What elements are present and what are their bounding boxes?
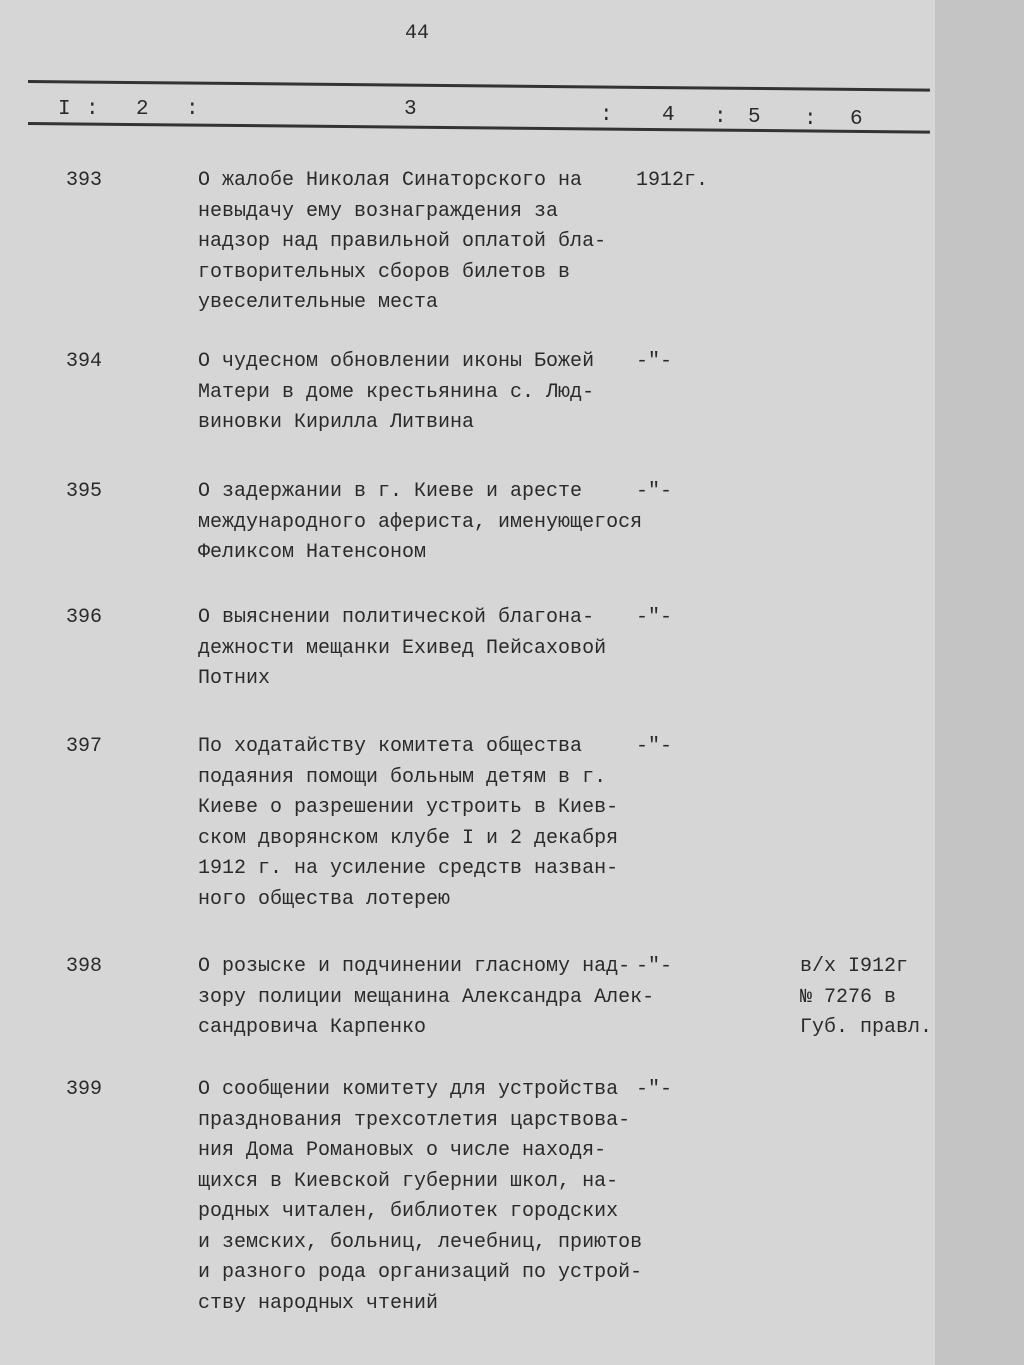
description-line: О розыске и подчинении гласному над-	[198, 955, 631, 978]
description-line: и земских, больниц, лечебниц, приютов	[198, 1230, 643, 1254]
entry-description	[198, 603, 606, 695]
col-2-header: 2	[136, 98, 149, 121]
entry-date: -"-	[636, 606, 673, 629]
description-line: подаяния помощи больным детям в г.	[198, 765, 607, 789]
entry-date: -"-	[636, 1078, 673, 1101]
entry-description	[198, 732, 618, 915]
description-line: О задержании в г. Киеве и аресте	[198, 480, 583, 503]
entry-number: 394	[66, 350, 103, 373]
description-line: ного общества лотерею	[198, 887, 451, 911]
col-6-header: 6	[850, 108, 863, 131]
note-line: в/х I912г	[800, 955, 909, 978]
description-line: 1912 г. на усиление средств назван-	[198, 857, 619, 880]
description-line: и разного рода организаций по устрой-	[198, 1261, 643, 1284]
description-line: виновки Кирилла Литвина	[198, 411, 475, 434]
entry-number: 397	[66, 735, 103, 758]
description-line: международного афериста, именующегося	[198, 510, 643, 534]
entry-date: -"-	[636, 735, 673, 758]
entry-date: 1912г.	[636, 169, 709, 192]
description-line: О выяснении политической благона-	[198, 606, 595, 629]
note-line: № 7276 в	[800, 985, 897, 1009]
note-line: Губ. правл.	[800, 1016, 933, 1039]
page-number: 44	[405, 22, 430, 45]
entry-description	[198, 1075, 642, 1319]
description-line: дежности мещанки Ехивед Пейсаховой	[198, 636, 607, 660]
entry-number: 396	[66, 606, 103, 629]
entry-description	[198, 952, 654, 1044]
description-line: ния Дома Романовых о числе находя-	[198, 1139, 607, 1162]
entry-date: -"-	[636, 480, 673, 503]
description-line: О чудесном обновлении иконы Божей	[198, 350, 595, 373]
entry-number: 398	[66, 955, 103, 978]
page-edge	[935, 0, 1024, 1365]
description-line: щихся в Киевской губернии школ, на-	[198, 1169, 619, 1193]
separator: :	[86, 98, 99, 121]
description-line: сандровича Карпенко	[198, 1016, 427, 1039]
col-3-header: 3	[404, 98, 417, 121]
description-line: Феликсом Натенсоном	[198, 541, 427, 564]
description-line: Киеве о разрешении устроить в Киев-	[198, 796, 619, 819]
description-line: По ходатайству комитета общества	[198, 735, 583, 758]
separator: :	[714, 106, 727, 129]
separator: :	[804, 108, 817, 131]
description-line: надзор над правильной оплатой бла-	[198, 230, 607, 253]
description-line: зору полиции мещанина Александра Алек-	[198, 985, 655, 1009]
description-line: О жалобе Николая Синаторского на	[198, 169, 583, 192]
entry-note	[800, 952, 932, 1044]
entry-number: 395	[66, 480, 103, 503]
separator: :	[186, 98, 199, 121]
description-line: Матери в доме крестьянина с. Люд-	[198, 380, 595, 404]
entry-description	[198, 347, 594, 439]
entry-description	[198, 166, 606, 319]
description-line: празднования трехсотлетия царствова-	[198, 1108, 631, 1132]
entry-number: 399	[66, 1078, 103, 1101]
description-line: невыдачу ему вознаграждения за	[198, 199, 559, 223]
description-line: ству народных чтений	[198, 1291, 439, 1315]
entry-description	[198, 477, 642, 569]
description-line: увеселительные места	[198, 291, 439, 314]
col-1-header: I	[58, 98, 71, 121]
description-line: ском дворянском клубе I и 2 декабря	[198, 826, 619, 850]
col-4-header: 4	[662, 104, 675, 127]
entry-date: -"-	[636, 350, 673, 373]
entry-number: 393	[66, 169, 103, 192]
entry-date: -"-	[636, 955, 673, 978]
col-5-header: 5	[748, 106, 761, 129]
description-line: готворительных сборов билетов в	[198, 260, 571, 284]
description-line: Потних	[198, 667, 271, 690]
description-line: родных читален, библиотек городских	[198, 1200, 619, 1223]
separator: :	[600, 104, 613, 127]
description-line: О сообщении комитету для устройства	[198, 1078, 619, 1101]
